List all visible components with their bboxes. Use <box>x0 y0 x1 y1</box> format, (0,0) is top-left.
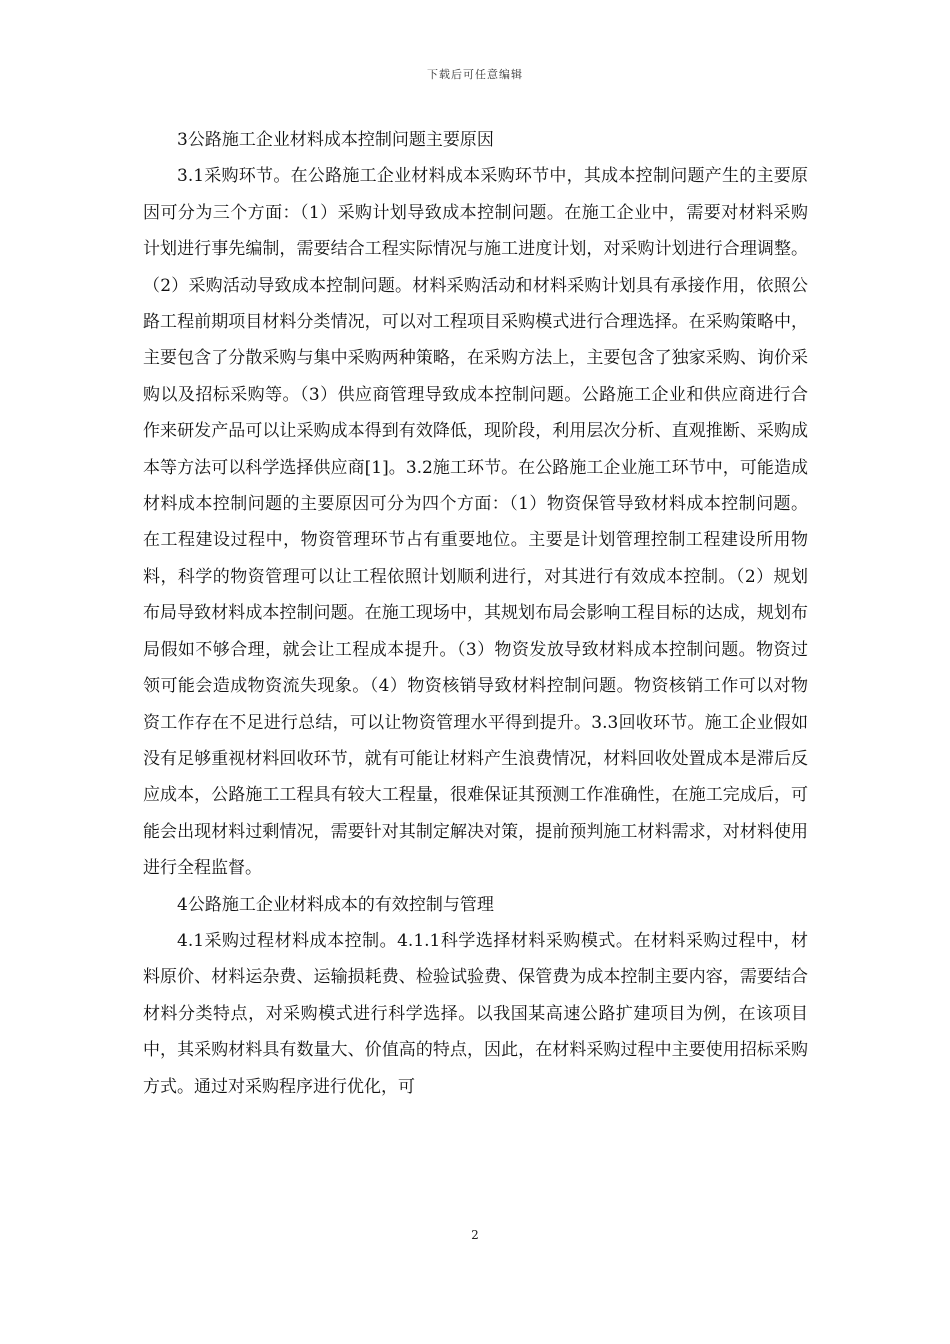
document-body <box>143 122 808 1105</box>
section-3-paragraph: 3.1采购环节。在公路施工企业材料成本采购环节中，其成本控制问题产生的主要原因可分为三个方面：（1）采购计划导致成本控制问题。在施工企业中，需要对材料采购计划进行事先编制，需要结合工程实际情况与施工进度计划，对采购计划进行合理调整。（2）采购活动导致成本控制问题。材料采购活动和材料采购计划具有承接作用，依照公路工程前期项目材料分类情况，可以对工程项目采购模式进行合理选择。在采购策略中，主要包含了分散采购与集中采购两种策略，在采购方法上，主要包含了独家采购、询价采购以及招标采购等。（3）供应商管理导致成本控制问题。公路施工企业和供应商进行合作来研发产品可以让采购成本得到有效降低，现阶段，利用层次分析、直观推断、采购成本等方法可以科学选择供应商[1]。3.2施工环节。在公路施工企业施工环节中，可能造成材料成本控制问题的主要原因可分为四个方面：（1）物资保管导致材料成本控制问题。在工程建设过程中，物资管理环节占有重要地位。主要是计划管理控制工程建设所用物料，科学的物资管理可以让工程依照计划顺利进行，对其进行有效成本控制。（2）规划布局导致材料成本控制问题。在施工现场中，其规划布局会影响工程目标的达成，规划布局假如不够合理，就会让工程成本提升。（3）物资发放导致材料成本控制问题。物资过领可能会造成物资流失现象。（4）物资核销导致材料控制问题。物资核销工作可以对物资工作存在不足进行总结，可以让物资管理水平得到提升。3.3回收环节。施工企业假如没有足够重视材料回收环节，就有可能让材料产生浪费情况，材料回收处置成本是滞后反应成本，公路施工工程具有较大工程量，很难保证其预测工作准确性，在施工完成后，可能会出现材料过剩情况，需要针对其制定解决对策，提前预判施工材料需求，对材料使用进行全程监督。 <box>143 166 808 879</box>
section-3-heading: 3公路施工企业材料成本控制问题主要原因 <box>177 130 494 150</box>
page-number: 2 <box>471 1228 479 1242</box>
section-4-heading: 4公路施工企业材料成本的有效控制与管理 <box>177 894 494 915</box>
section-4-paragraph: 4.1采购过程材料成本控制。4.1.1科学选择材料采购模式。在材料采购过程中，材料原价、材料运杂费、运输损耗费、检验试验费、保管费为成本控制主要内容，需要结合材料分类特点，对采购模式进行科学选择。以我国某高速公路扩建项目为例，在该项目中，其采购材料具有数量大、价值高的特点，因此，在材料采购过程中主要使用招标采购方式。通过对采购程序进行优化，可 <box>143 930 808 1097</box>
header-note: 下载后可任意编辑 <box>427 68 523 81</box>
